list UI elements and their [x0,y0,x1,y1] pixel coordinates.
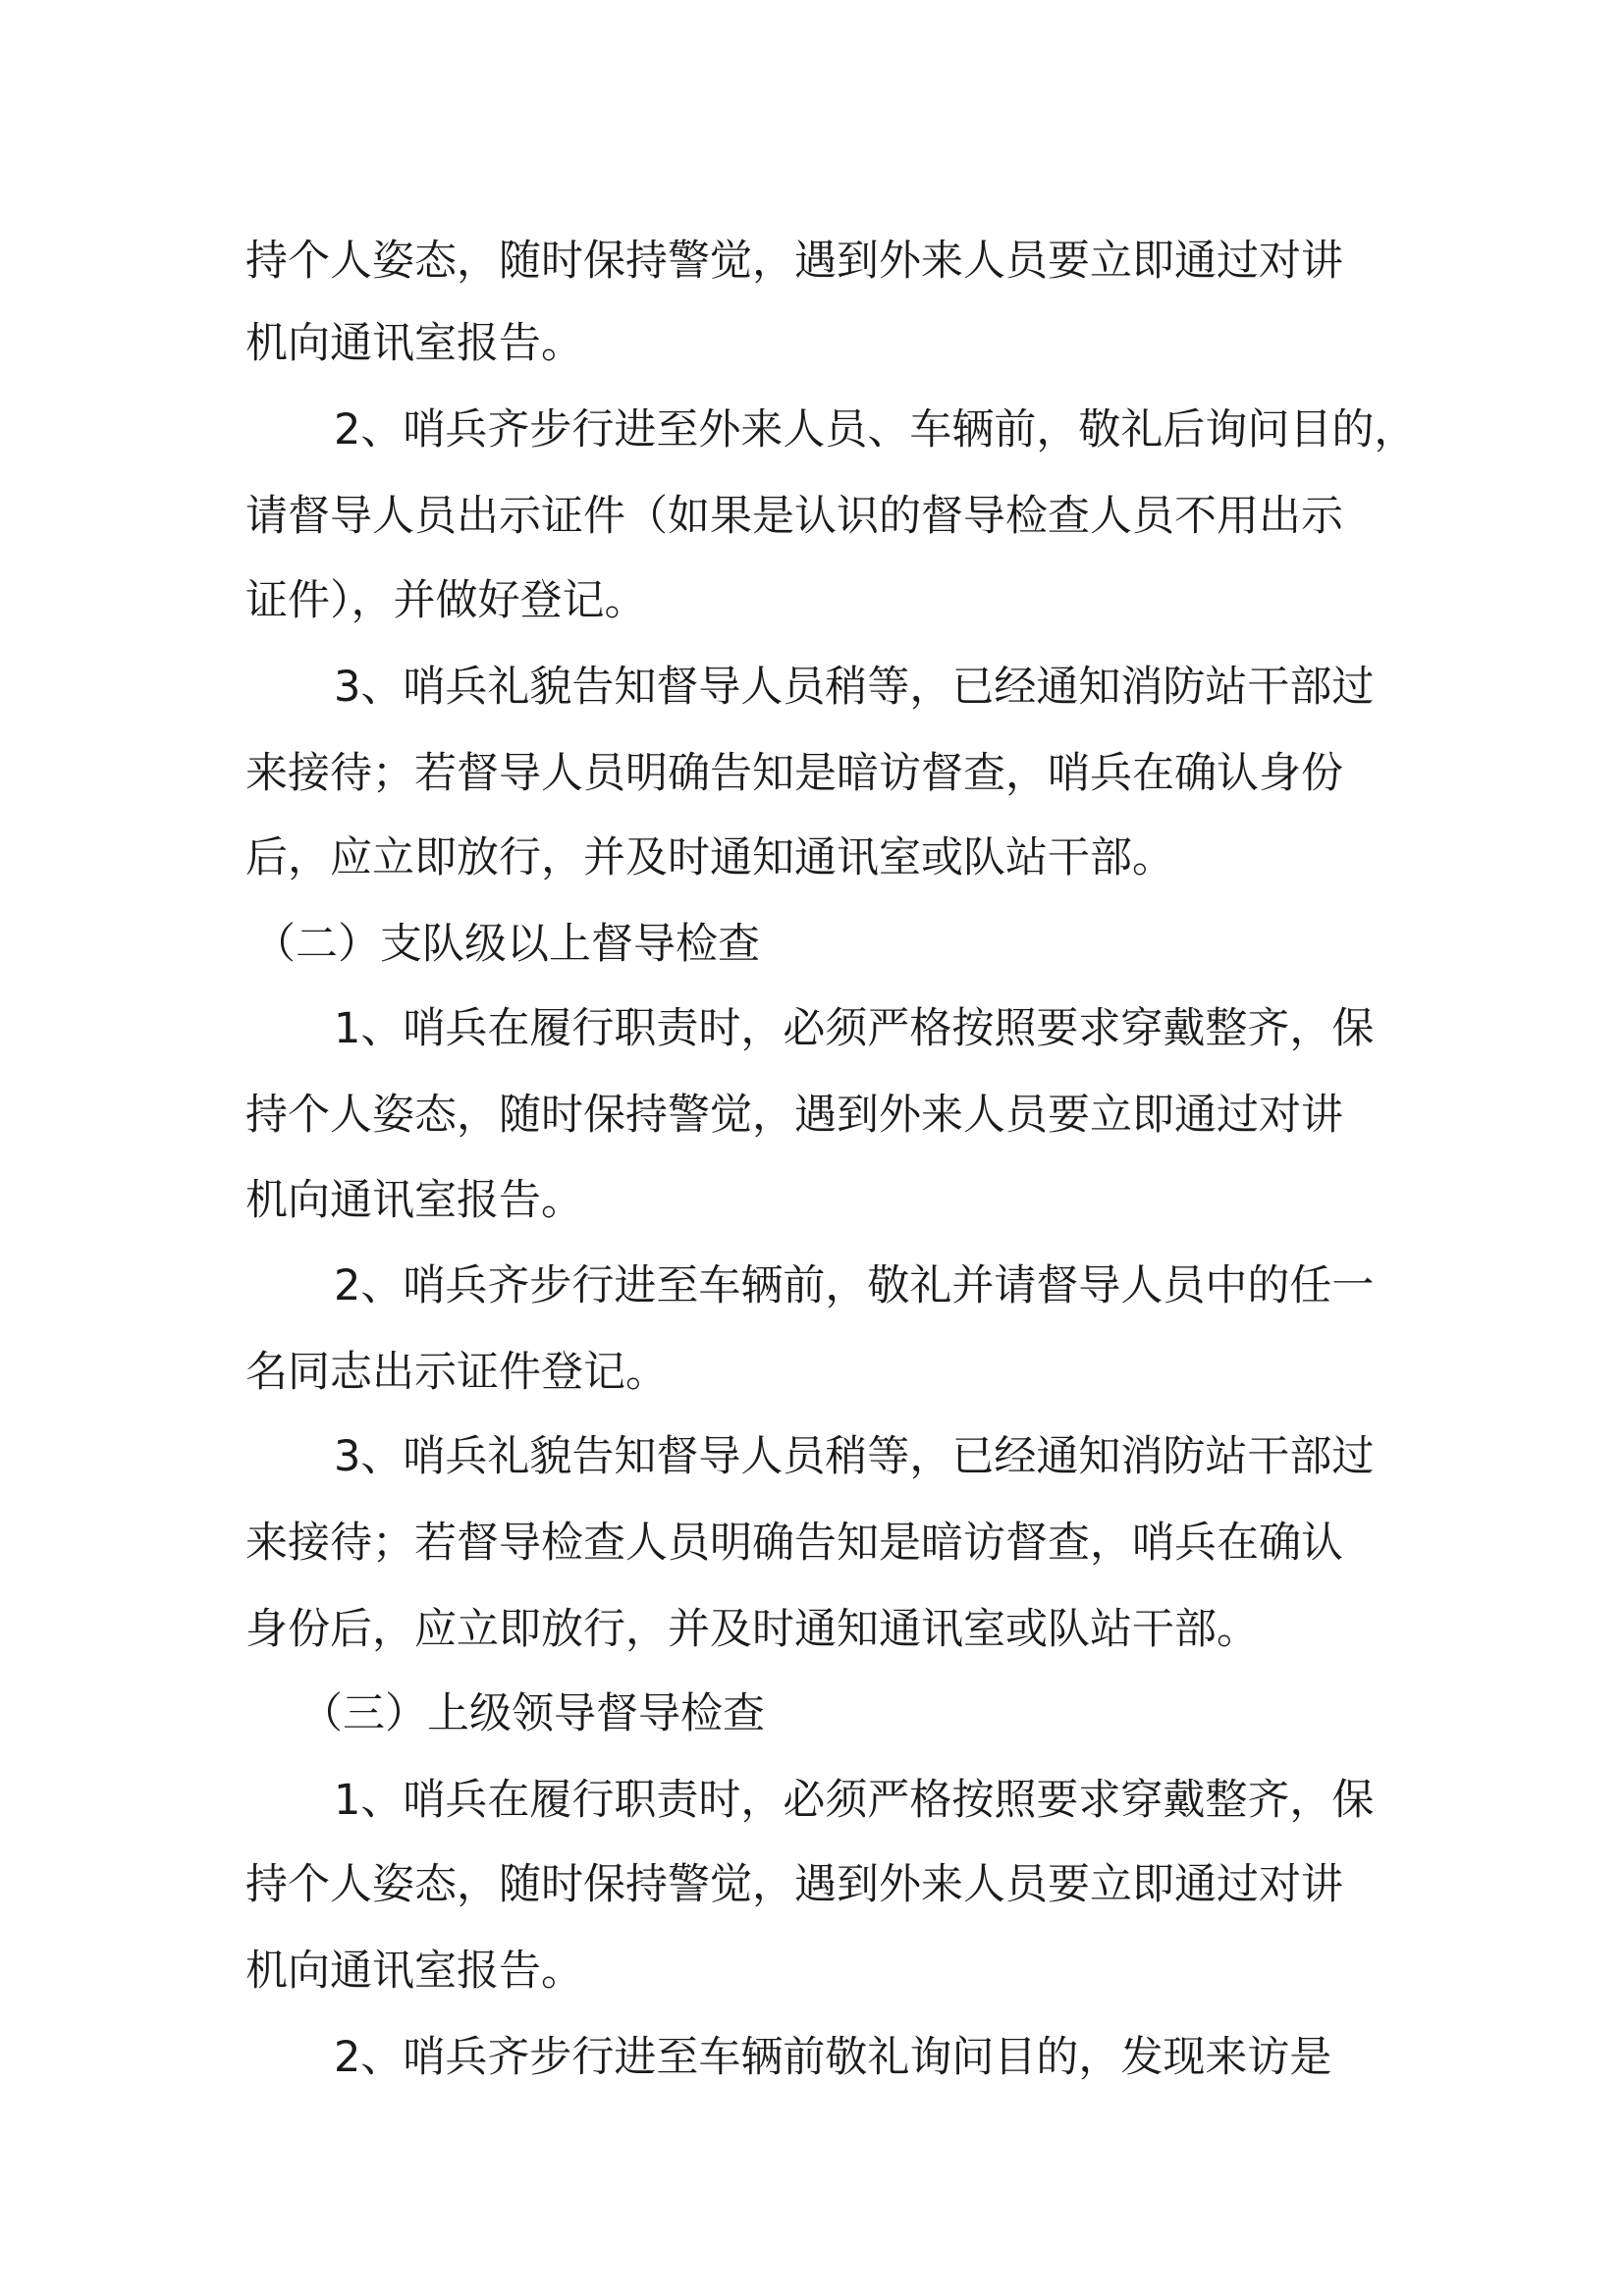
text-line: 机向通讯室报告。 [245,319,583,368]
section-heading: （三）上级领导督导检查 [300,1689,765,1738]
text-line: 证件），并做好登记。 [245,576,647,625]
text-line: 持个人姿态，随时保持警觉，遇到外来人员要立即通过对讲 [245,1860,1343,1909]
text-line: 1、哨兵在履行职责时，必须严格按照要求穿戴整齐，保 [334,1004,1375,1053]
text-line: 身份后，应立即放行，并及时通知通讯室或队站干部。 [245,1605,1259,1654]
text-line: 名同志出示证件登记。 [245,1348,668,1397]
text-line: 1、哨兵在履行职责时，必须严格按照要求穿戴整齐，保 [334,1776,1375,1825]
text-line: 3、哨兵礼貌告知督导人员稍等，已经通知消防站干部过 [334,663,1375,712]
text-line: 3、哨兵礼貌告知督导人员稍等，已经通知消防站干部过 [334,1432,1375,1481]
text-line: 机向通讯室报告。 [245,1176,583,1225]
text-line: 来接待；若督导检查人员明确告知是暗访督查，哨兵在确认 [245,1519,1343,1568]
text-line: 持个人姿态，随时保持警觉，遇到外来人员要立即通过对讲 [245,1091,1343,1140]
text-line: 2、哨兵齐步行进至外来人员、车辆前，敬礼后询问目的， [334,405,1417,454]
text-line: 后，应立即放行，并及时通知通讯室或队站干部。 [245,833,1174,882]
text-line: 2、哨兵齐步行进至车辆前敬礼询问目的，发现来访是 [334,2033,1332,2082]
section-heading: （二）支队级以上督导检查 [253,920,760,969]
text-line: 来接待；若督导人员明确告知是暗访督查，哨兵在确认身份 [245,749,1343,798]
text-line: 机向通讯室报告。 [245,1947,583,1996]
text-line: 请督导人员出示证件（如果是认识的督导检查人员不用出示 [245,492,1343,541]
text-line: 2、哨兵齐步行进至车辆前，敬礼并请督导人员中的任一 [334,1261,1375,1310]
text-line: 持个人姿态，随时保持警觉，遇到外来人员要立即通过对讲 [245,237,1343,286]
